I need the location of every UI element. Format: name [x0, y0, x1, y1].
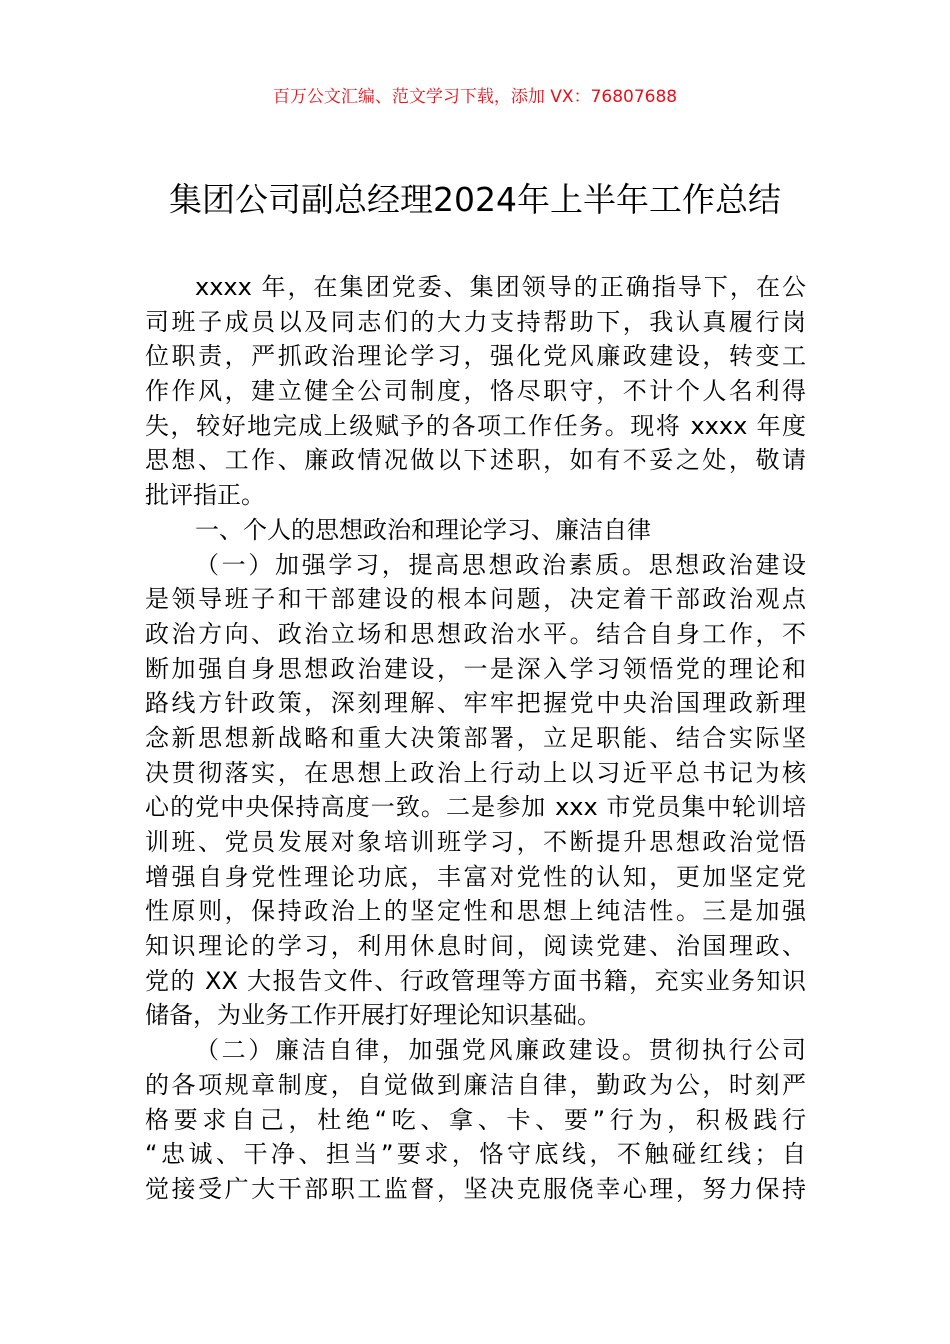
text-line: 训班、党员发展对象培训班学习，不断提升思想政治觉悟: [145, 828, 806, 856]
text-line: 一、个人的思想政治和理论学习、廉洁自律: [195, 515, 651, 544]
text-line: 念新思想新战略和重大决策部署，立足职能、结合实际坚: [145, 723, 806, 752]
text-line: 作作风，建立健全公司制度，恪尽职守，不计个人名利得: [145, 377, 806, 406]
text-line: （二）廉洁自律，加强党风廉政建设。贯彻执行公司: [195, 1036, 806, 1065]
text-line: 政治方向、政治立场和思想政治水平。结合自身工作，不: [145, 619, 806, 648]
text-line: 党的 XX 大报告文件、行政管理等方面书籍，充实业务知识: [145, 966, 806, 995]
text-line: 格要求自己，杜绝“吃、拿、卡、要”行为，积极践行: [145, 1105, 806, 1134]
text-line: （一）加强学习，提高思想政治素质。思想政治建设: [195, 550, 806, 579]
text-line: 知识理论的学习，利用休息时间，阅读党建、治国理政、: [145, 932, 806, 961]
text-line: 失，较好地完成上级赋予的各项工作任务。现将 xxxx 年度: [145, 411, 806, 440]
text-line: 性原则，保持政治上的坚定性和思想上纯洁性。三是加强: [145, 897, 806, 926]
text-line: 觉接受广大干部职工监督，坚决克服侥幸心理，努力保持: [145, 1174, 806, 1203]
text-line: 决贯彻落实，在思想上政治上行动上以习近平总书记为核: [145, 758, 806, 787]
text-line: xxxx 年，在集团党委、集团领导的正确指导下，在公: [195, 273, 806, 301]
text-line: 增强自身党性理论功底，丰富对党性的认知，更加坚定党: [145, 862, 806, 891]
text-line: 位职责，严抓政治理论学习，强化党风廉政建设，转变工: [145, 342, 806, 371]
promo-banner: 百万公文汇编、范文学习下载，添加 VX：76807688: [272, 87, 678, 107]
document-title: 集团公司副总经理2024年上半年工作总结: [169, 180, 781, 219]
text-line: 心的党中央保持高度一致。二是参加 xxx 市党员集中轮训培: [145, 793, 806, 822]
text-line: 路线方针政策，深刻理解、牢牢把握党中央治国理政新理: [145, 689, 806, 718]
document-body: [145, 270, 806, 1207]
text-line: 储备，为业务工作开展打好理论知识基础。: [145, 1001, 601, 1030]
text-line: 思想、工作、廉政情况做以下述职，如有不妥之处，敬请: [145, 446, 806, 475]
text-line: 断加强自身思想政治建设，一是深入学习领悟党的理论和: [145, 654, 806, 683]
text-line: 批评指正。: [145, 481, 265, 510]
text-line: “忠诚、干净、担当”要求，恪守底线，不触碰红线；自: [145, 1140, 806, 1169]
text-line: 司班子成员以及同志们的大力支持帮助下，我认真履行岗: [145, 307, 806, 336]
text-line: 是领导班子和干部建设的根本问题，决定着干部政治观点: [145, 585, 806, 614]
text-line: 的各项规章制度，自觉做到廉洁自律，勤政为公，时刻严: [145, 1070, 806, 1099]
